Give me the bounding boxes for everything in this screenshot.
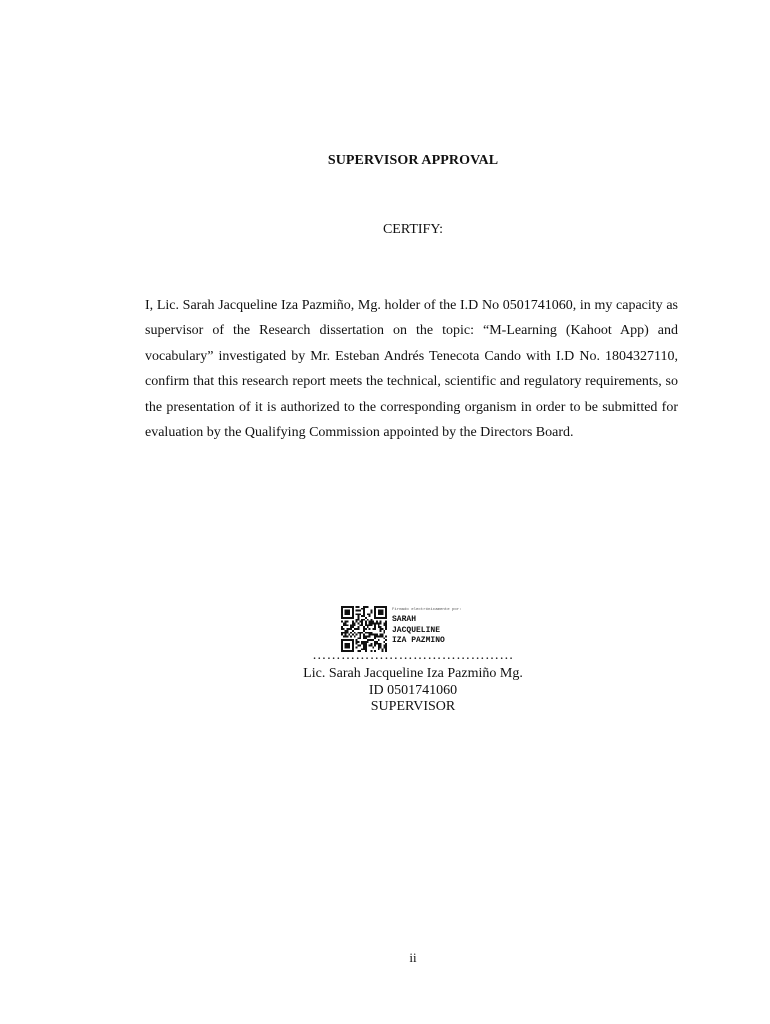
certification-paragraph: I, Lic. Sarah Jacqueline Iza Pazmiño, Mg. holder of the I.D No 0501741060, in my capacity as supervisor of the Research dissertation on the topic: “M-Learning (Kahoot App) and vocabulary” investigated by Mr. Esteban Andrés Tenecota Cando with I.D No. 1804327110, confirm that this research report meets the technical, scientific and regulatory requirements, so the presentation of it is authorized to the corresponding organism in order to be submitted for evaluation by the Qualifying Commission appointed by the Directors Board. bbox=[145, 298, 678, 441]
certify-heading: CERTIFY: bbox=[382, 222, 444, 237]
signer-role: SUPERVISOR bbox=[370, 699, 456, 714]
signature-line: …………………………………… bbox=[312, 648, 514, 663]
esignature-name-line: SARAH bbox=[392, 615, 417, 624]
document-title: SUPERVISOR APPROVAL bbox=[327, 153, 499, 168]
qr-code-icon bbox=[341, 606, 387, 652]
esignature-caption: Firmado electrónicamente por: bbox=[392, 608, 462, 612]
electronic-signature bbox=[337, 606, 497, 654]
esignature-name-line: JACQUELINE bbox=[392, 625, 441, 635]
esignature-text bbox=[392, 606, 502, 647]
esignature-name-line: IZA PAZMINO bbox=[392, 636, 445, 645]
signer-id: ID 0501741060 bbox=[368, 683, 458, 698]
page-number: ii bbox=[409, 950, 417, 965]
signer-name: Lic. Sarah Jacqueline Iza Pazmiño Mg. bbox=[303, 666, 523, 681]
